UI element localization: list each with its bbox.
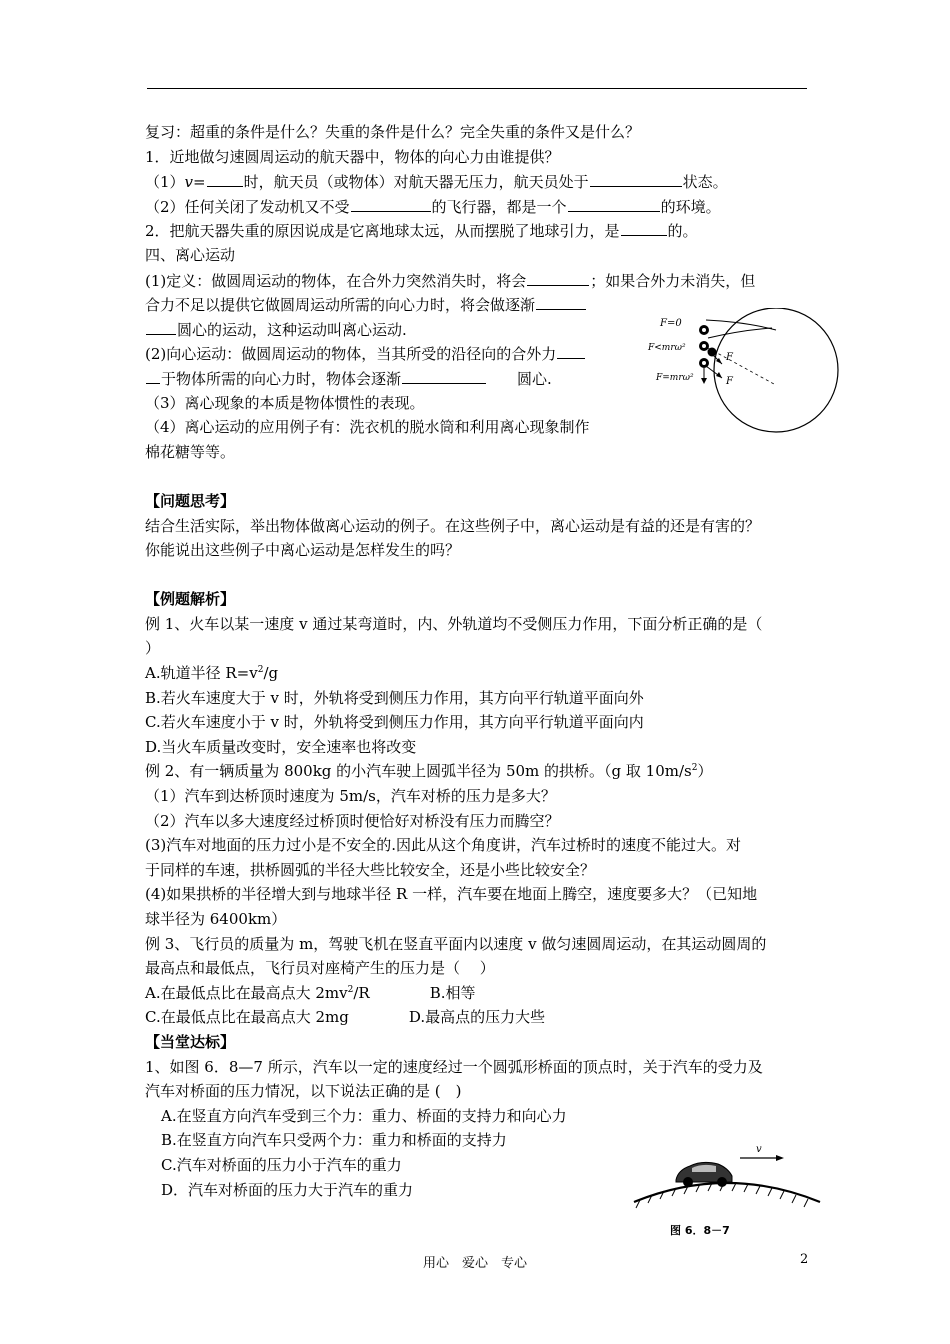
answer-blank[interactable]	[146, 366, 160, 384]
text-run: ；如果合外力未消失，但	[590, 271, 756, 290]
figure-caption: 图 6．8－7	[670, 1224, 730, 1237]
text-line	[145, 809, 825, 834]
answer-blank[interactable]	[402, 366, 486, 384]
answer-blank[interactable]	[590, 169, 682, 187]
superscript: 2	[347, 984, 354, 995]
text-line	[145, 218, 825, 243]
label-f-zero: F=0	[660, 318, 682, 329]
section-heading	[145, 489, 825, 514]
text-run: C.若火车速度小于 v 时，外轨将受到侧压力作用，其方向平行轨道平面向内	[145, 713, 644, 732]
text-line	[145, 661, 825, 686]
section-heading	[145, 587, 825, 612]
text-line	[145, 759, 825, 784]
text-run: /R B.相等	[353, 983, 476, 1002]
text-run: 你能说出这些例子中离心运动是怎样发生的吗？	[145, 541, 461, 560]
text-line	[145, 1079, 825, 1104]
text-line	[145, 882, 825, 907]
text-run: 2．把航天器失重的原因说成是它离地球太远，从而摆脱了地球引力，是	[145, 222, 620, 241]
text-run: D．汽车对桥面的压力大于汽车的重力	[161, 1180, 414, 1199]
text-line	[145, 1005, 825, 1030]
text-run: 【当堂达标】	[145, 1032, 236, 1051]
header-rule	[147, 88, 807, 89]
text-run: 时，航天员（或物体）对航天器无压力，航天员处于	[243, 173, 589, 192]
label-f-1: F	[726, 352, 733, 363]
text-run: 复习：超重的条件是什么？失重的条件是什么？完全失重的条件又是什么？	[145, 123, 641, 141]
label-f-equal: F=mrω²	[656, 373, 694, 383]
text-run: 的环境。	[660, 197, 721, 216]
text-run: 汽车对桥面的压力情况，以下说法正确的是 ( )	[145, 1082, 462, 1101]
text-line	[145, 194, 825, 219]
bridge-arc	[634, 1183, 820, 1202]
text-run: 的飞行器，都是一个	[431, 197, 567, 216]
answer-blank[interactable]	[207, 169, 243, 187]
document-body	[145, 120, 825, 1202]
text-line	[145, 1104, 825, 1129]
text-run: （2）任何关闭了发动机又不受	[145, 197, 350, 216]
text-line	[145, 169, 825, 194]
text-line	[145, 710, 825, 735]
answer-blank[interactable]	[621, 218, 667, 236]
centrifugal-motion-figure	[646, 308, 846, 440]
text-run: 【例题解析】	[145, 590, 236, 609]
page-number: 2	[800, 1252, 809, 1267]
text-run: 合力不足以提供它做圆周运动所需的向心力时，将会做逐渐	[145, 296, 536, 315]
text-line	[145, 636, 825, 661]
text-run: （3）离心现象的本质是物体惯性的表现。	[145, 393, 425, 412]
text-run: v	[184, 173, 194, 192]
superscript: 2	[257, 665, 264, 676]
text-line	[145, 981, 825, 1006]
label-f-less: F<mrω²	[648, 343, 686, 353]
text-run: C.在最低点比在最高点大 2mg D.最高点的压力大些	[145, 1008, 546, 1027]
text-run: (2)向心运动：做圆周运动的物体，当其所受的沿径向的合外力	[145, 345, 557, 364]
superscript: 2	[691, 763, 698, 774]
text-run: 状态。	[682, 173, 728, 192]
text-run: 例 2、有一辆质量为 800kg 的小汽车驶上圆弧半径为 50m 的拱桥。（g 取 10m/s	[145, 762, 692, 781]
text-line	[145, 1055, 825, 1080]
text-run: （1）	[145, 173, 185, 192]
text-line	[145, 514, 825, 539]
text-run: 例 1、火车以某一速度 v 通过某弯道时，内、外轨道均不受侧压力作用，下面分析正确的是（	[145, 614, 763, 633]
text-run: （1）汽车到达桥顶时速度为 5m/s，汽车对桥的压力是多大？	[145, 787, 556, 806]
label-f-2: F	[726, 376, 733, 387]
text-run: 圆心的运动，这种运动叫离心运动.	[177, 320, 407, 339]
text-run: ）	[145, 639, 161, 658]
text-run: 【问题思考】	[145, 491, 236, 510]
blank-line	[145, 563, 825, 588]
text-line	[145, 858, 825, 883]
text-run: 棉花糖等等。	[145, 442, 236, 461]
text-line	[145, 268, 825, 293]
answer-blank[interactable]	[146, 317, 176, 335]
answer-blank[interactable]	[557, 341, 585, 359]
text-line	[145, 538, 825, 563]
text-line	[145, 686, 825, 711]
object-ball-side	[708, 348, 717, 357]
text-run: (1)定义：做圆周运动的物体，在合外力突然消失时，将会	[145, 271, 527, 290]
text-run: B.在竖直方向汽车只受两个力：重力和桥面的支持力	[161, 1131, 507, 1150]
text-run: C.汽车对桥面的压力小于汽车的重力	[161, 1155, 402, 1174]
text-line	[145, 735, 825, 760]
text-run: B.若火车速度大于 v 时，外轨将受到侧压力作用，其方向平行轨道平面向外	[145, 688, 644, 707]
text-run: （2）汽车以多大速度经过桥顶时便恰好对桥没有压力而腾空？	[145, 811, 560, 830]
text-line	[145, 145, 825, 170]
text-run: D.当火车质量改变时，安全速率也将改变	[145, 737, 417, 756]
text-run: ）	[697, 762, 713, 781]
text-line	[145, 956, 825, 981]
text-run: 结合生活实际，举出物体做离心运动的例子。在这些例子中，离心运动是有益的还是有害的？	[145, 516, 761, 535]
text-line	[145, 833, 825, 858]
text-run: （4）离心运动的应用例子有：洗衣机的脱水筒和利用离心现象制作	[145, 418, 590, 437]
text-run: 于同样的车速，拱桥圆弧的半径大些比较安全，还是小些比较安全？	[145, 860, 596, 879]
text-run: A.在竖直方向汽车受到三个力：重力、桥面的支持力和向心力	[161, 1106, 567, 1125]
radius-dashed-line	[708, 348, 774, 384]
text-run: A.轨道半径 R=v	[145, 664, 258, 683]
text-run: 于物体所需的向心力时，物体会逐渐	[161, 369, 402, 388]
text-run: /g	[263, 664, 279, 683]
text-run: 最高点和最低点，飞行员对座椅产生的压力是（ ）	[145, 959, 495, 978]
text-run: (3)汽车对地面的压力过小是不安全的.因此从这个角度讲，汽车过桥时的速度不能过大。对	[145, 836, 742, 855]
text-run: 的。	[667, 222, 698, 241]
answer-blank[interactable]	[568, 194, 660, 212]
text-run: 圆心.	[487, 369, 552, 388]
text-line	[145, 243, 825, 268]
answer-blank[interactable]	[536, 292, 586, 310]
text-line	[145, 784, 825, 809]
text-run: =	[193, 173, 206, 192]
text-run: 1．近地做匀速圆周运动的航天器中，物体的向心力由谁提供？	[145, 147, 560, 166]
section-heading	[145, 1030, 825, 1055]
text-line	[145, 932, 825, 957]
bridge-car-figure	[632, 1130, 822, 1242]
text-run: 1、如图 6．8—7 所示，汽车以一定的速度经过一个圆弧形桥面的顶点时，关于汽车的受力及	[145, 1057, 763, 1076]
velocity-label: v	[756, 1144, 762, 1155]
text-run: 四、离心运动	[145, 245, 236, 264]
text-run: 例 3、飞行员的质量为 m，驾驶飞机在竖直平面内以速度 v 做匀速圆周运动，在其运动圆周的	[145, 934, 767, 953]
blank-line	[145, 464, 825, 489]
spiral-path	[708, 328, 772, 338]
text-line	[145, 120, 825, 145]
circle-path	[714, 308, 838, 432]
text-line	[145, 612, 825, 637]
text-run: 球半径为 6400km）	[145, 910, 287, 928]
text-run: A.在最低点比在最高点大 2mv	[145, 983, 348, 1002]
text-run: (4)如果拱桥的半径增大到与地球半径 R 一样，汽车要在地面上腾空，速度要多大？（已知地	[145, 885, 758, 904]
text-line	[145, 907, 825, 932]
footer-motto: 用心 爱心 专心	[422, 1256, 527, 1271]
answer-blank[interactable]	[527, 268, 589, 286]
answer-blank[interactable]	[351, 194, 431, 212]
text-line	[145, 440, 825, 465]
